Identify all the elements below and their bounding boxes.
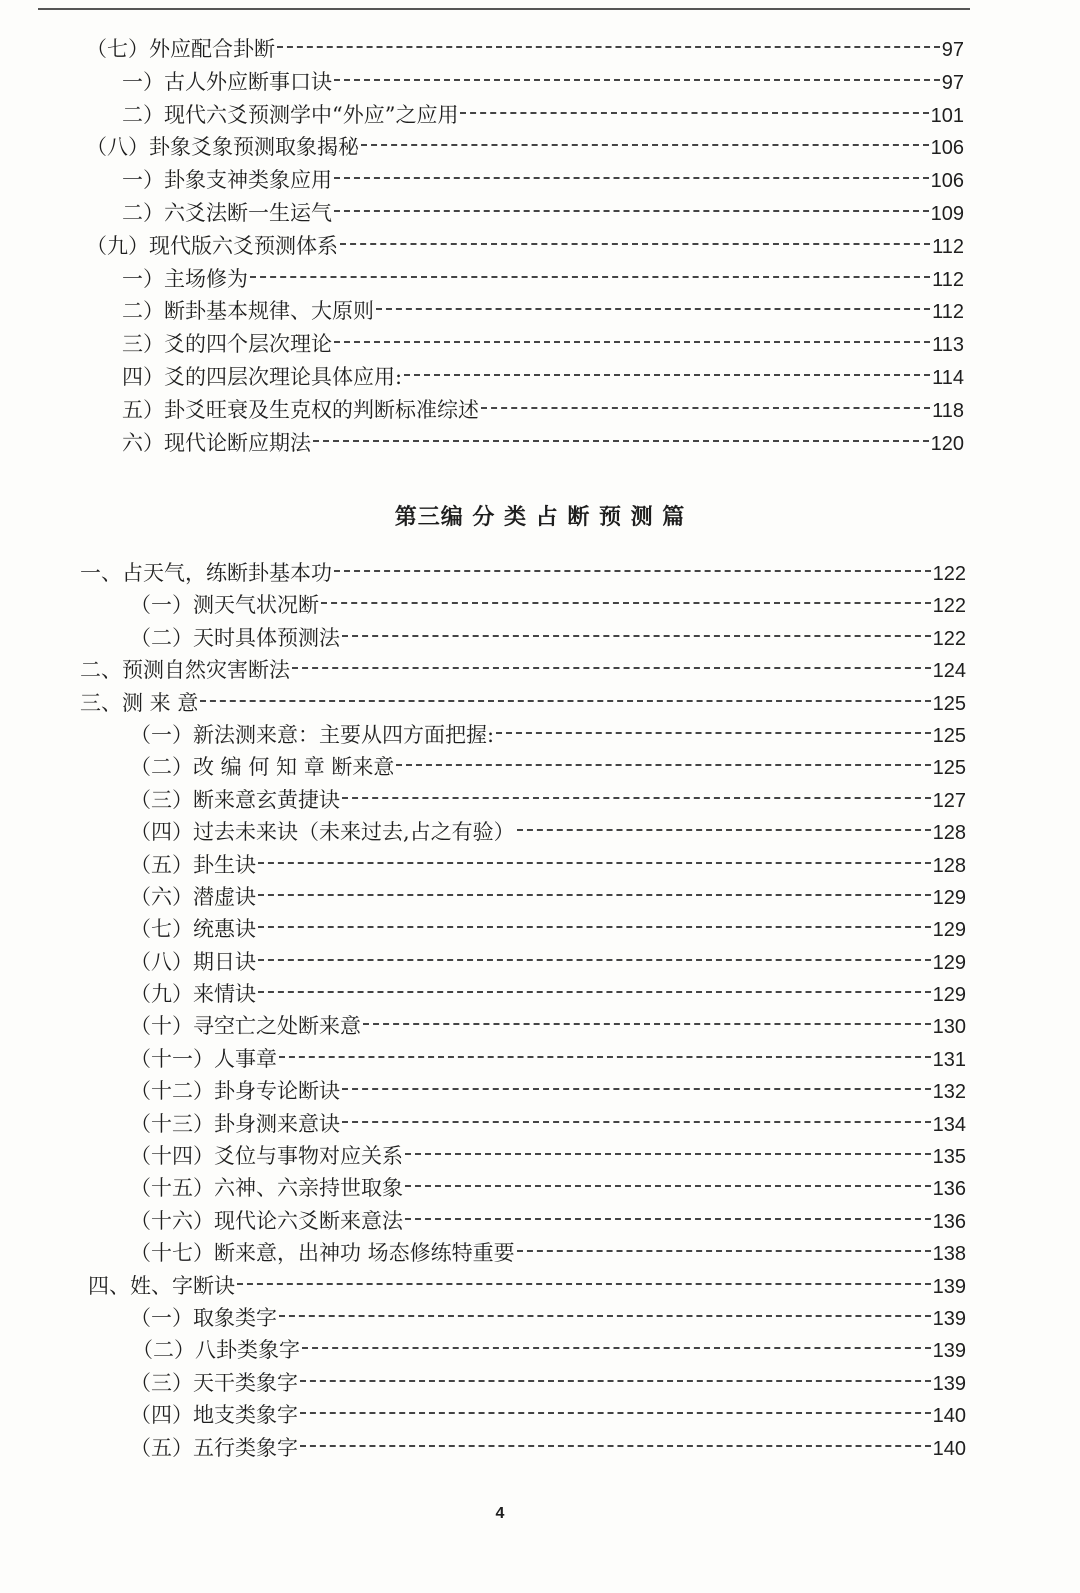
toc-entry-page: 127 — [932, 789, 966, 812]
dot-leader — [237, 1283, 931, 1285]
toc-entry[interactable] — [0, 1043, 966, 1075]
dot-leader — [342, 1088, 931, 1090]
toc-entry-page: 125 — [932, 757, 966, 780]
toc-entry-title: 三）爻的四个层次理论 — [122, 332, 332, 357]
toc-entry[interactable] — [0, 230, 964, 263]
toc-entry-page: 128 — [932, 854, 966, 877]
toc-entry-title: 一、占天气，练断卦基本功 — [80, 561, 332, 585]
toc-entry-page: 129 — [932, 951, 966, 974]
toc-entry-title: （十三）卦身测来意诀 — [130, 1111, 340, 1136]
toc-entry-title: 二、预测自然灾害断法 — [80, 658, 290, 683]
dot-leader — [279, 1056, 931, 1058]
dot-leader — [313, 440, 929, 442]
dot-leader — [342, 797, 931, 799]
toc-entry-page: 140 — [932, 1437, 966, 1460]
toc-entry-title: （十六）现代论六爻断来意法 — [130, 1208, 403, 1233]
toc-entry[interactable] — [0, 589, 966, 621]
toc-entry[interactable] — [0, 622, 966, 654]
dot-leader — [460, 112, 928, 114]
toc-entry-title: 四）爻的四层次理论具体应用: — [122, 364, 403, 389]
toc-entry[interactable] — [0, 913, 966, 945]
toc-entry[interactable] — [0, 1172, 966, 1204]
toc-entry[interactable] — [0, 99, 964, 132]
toc-entry-page: 109 — [930, 202, 964, 225]
dot-leader — [342, 1121, 931, 1123]
toc-entry-page: 124 — [932, 660, 966, 683]
toc-entry[interactable] — [0, 197, 964, 230]
toc-entry-page: 130 — [932, 1016, 966, 1039]
dot-leader — [279, 1315, 931, 1317]
dot-leader — [258, 926, 931, 928]
toc-entry-title: （二）天时具体预测法 — [130, 625, 340, 650]
dot-leader — [405, 1218, 931, 1220]
toc-entry[interactable] — [0, 849, 966, 881]
toc-entry-title: （二）改 编 何 知 章 断来意 — [130, 755, 395, 780]
toc-entry-page: 122 — [932, 627, 966, 650]
toc-entry-page: 106 — [930, 170, 964, 193]
toc-entry-page: 134 — [932, 1113, 966, 1136]
toc-entry[interactable] — [0, 1140, 966, 1172]
dot-leader — [292, 667, 931, 669]
dot-leader — [517, 1250, 931, 1252]
toc-entry-page: 125 — [932, 692, 966, 715]
toc-entry[interactable] — [0, 946, 966, 978]
toc-entry-page: 129 — [932, 886, 966, 909]
toc-entry[interactable] — [0, 1108, 966, 1140]
dot-leader — [405, 1153, 931, 1155]
toc-entry-title: （八）期日诀 — [130, 949, 256, 974]
dot-leader — [404, 374, 930, 376]
toc-entry[interactable] — [0, 1334, 966, 1366]
dot-leader — [376, 308, 930, 310]
toc-entry-title: （七）外应配合卦断 — [86, 37, 275, 61]
toc-entry-title: （八）卦象爻象预测取象揭秘 — [86, 135, 359, 160]
toc-entry[interactable] — [0, 394, 964, 427]
dot-leader — [300, 1380, 931, 1382]
dot-leader — [300, 1445, 931, 1447]
dot-leader — [342, 635, 931, 637]
toc-entry-page: 97 — [941, 39, 964, 61]
toc-entry-page: 101 — [930, 104, 964, 127]
dot-leader — [334, 341, 930, 343]
toc-entry-page: 139 — [932, 1340, 966, 1363]
dot-leader — [258, 894, 931, 896]
toc-entry-title: （四）地支类象字 — [130, 1403, 298, 1428]
toc-entry-page: 132 — [932, 1081, 966, 1104]
toc-entry-title: （三）断来意玄黄捷诀 — [130, 787, 340, 812]
toc-entry-page: 131 — [932, 1048, 966, 1071]
toc-entry-title: （七）统惠诀 — [130, 917, 256, 942]
toc-entry-title: （三）天干类象字 — [130, 1370, 298, 1395]
toc-entry-page: 120 — [930, 432, 964, 455]
toc-entry[interactable] — [0, 881, 966, 913]
toc-entry-title: （十七）断来意，出神功 场态修练特重要 — [130, 1241, 515, 1266]
toc-entry[interactable] — [0, 1205, 966, 1237]
toc-entry-page: 139 — [932, 1275, 966, 1298]
dot-leader — [258, 991, 931, 993]
toc-entry[interactable] — [0, 361, 964, 394]
toc-entry-page: 140 — [932, 1405, 966, 1428]
toc-entry-title: 一）卦象支神类象应用 — [122, 168, 332, 193]
toc-list-bottom — [0, 557, 1080, 1464]
toc-entry-page: 129 — [932, 919, 966, 942]
toc-entry[interactable] — [0, 328, 964, 361]
toc-entry-page: 138 — [932, 1243, 966, 1266]
dot-leader — [496, 732, 931, 734]
toc-entry-title: 二）现代六爻预测学中“外应”之应用 — [122, 102, 459, 127]
toc-entry[interactable] — [0, 719, 966, 751]
toc-entry-page: 136 — [932, 1178, 966, 1201]
toc-entry-title: （九）来情诀 — [130, 982, 256, 1007]
toc-entry-title: （十四）爻位与事物对应关系 — [130, 1144, 403, 1169]
toc-entry-page: 135 — [932, 1146, 966, 1169]
toc-entry-title: （二）八卦类象字 — [132, 1338, 300, 1363]
toc-entry-page: 112 — [932, 268, 964, 291]
toc-entry[interactable] — [0, 654, 966, 686]
toc-entry-title: （五）卦生诀 — [130, 852, 256, 877]
dot-leader — [361, 144, 929, 146]
dot-leader — [396, 764, 930, 766]
dot-leader — [334, 79, 940, 81]
toc-entry-page: 112 — [932, 235, 964, 258]
dot-leader — [334, 177, 929, 179]
toc-entry[interactable] — [0, 816, 966, 848]
dot-leader — [517, 829, 931, 831]
toc-entry[interactable] — [0, 1010, 966, 1042]
toc-entry-page: 106 — [930, 137, 964, 160]
dot-leader — [300, 1412, 931, 1414]
toc-entry[interactable] — [0, 164, 964, 197]
dot-leader — [302, 1347, 931, 1349]
section-heading: 第三编 分 类 占 断 预 测 篇 — [394, 505, 686, 530]
dot-leader — [340, 243, 930, 245]
toc-entry-page: 118 — [932, 399, 964, 422]
toc-entry-title: 二）断卦基本规律、大原则 — [122, 299, 374, 324]
dot-leader — [258, 862, 931, 864]
toc-entry[interactable] — [0, 687, 966, 719]
toc-entry[interactable] — [0, 131, 964, 164]
top-rule — [38, 8, 970, 10]
toc-entry-page: 113 — [932, 334, 964, 357]
toc-entry-title: （十五）六神、六亲持世取象 — [130, 1176, 403, 1201]
dot-leader — [481, 407, 930, 409]
toc-entry-page: 114 — [932, 366, 964, 389]
toc-entry-page: 128 — [932, 822, 966, 845]
toc-entry[interactable] — [0, 978, 966, 1010]
dot-leader — [334, 570, 931, 572]
toc-entry-title: 一）古人外应断事口诀 — [122, 69, 332, 94]
toc-entry-title: （六）潜虚诀 — [130, 884, 256, 909]
dot-leader — [334, 210, 929, 212]
toc-entry-title: （一）取象类字 — [130, 1305, 277, 1330]
toc-entry[interactable] — [0, 1237, 966, 1269]
toc-entry-title: （一）新法测来意：主要从四方面把握: — [130, 722, 495, 747]
toc-entry-title: （九）现代版六爻预测体系 — [86, 233, 338, 258]
toc-entry[interactable] — [0, 66, 964, 99]
toc-entry-title: （十二）卦身专论断诀 — [130, 1079, 340, 1104]
toc-entry-title: （十）寻空亡之处断来意 — [130, 1014, 361, 1039]
toc-entry-title: （一）测天气状况断 — [130, 593, 319, 618]
toc-entry-page: 122 — [932, 563, 966, 585]
dot-leader — [321, 602, 931, 604]
toc-entry-page: 129 — [932, 984, 966, 1007]
dot-leader — [258, 959, 931, 961]
toc-entry[interactable] — [0, 751, 966, 783]
toc-entry[interactable] — [0, 263, 964, 296]
dot-leader — [363, 1023, 931, 1025]
toc-entry-title: 二）六爻法断一生运气 — [122, 200, 332, 225]
toc-entry-page: 139 — [932, 1307, 966, 1330]
dot-leader — [250, 276, 930, 278]
toc-entry-page: 139 — [932, 1372, 966, 1395]
toc-entry[interactable] — [0, 1432, 966, 1464]
toc-entry-page: 136 — [932, 1210, 966, 1233]
toc-entry[interactable] — [0, 1270, 966, 1302]
toc-entry-title: 三、测 来 意 — [80, 690, 199, 715]
toc-entry[interactable] — [0, 427, 964, 460]
toc-entry-title: （十一）人事章 — [130, 1046, 277, 1071]
toc-entry[interactable] — [0, 1075, 966, 1107]
toc-entry-title: 五）卦爻旺衰及生克权的判断标准综述 — [122, 397, 479, 422]
dot-leader — [277, 46, 940, 48]
toc-entry[interactable] — [0, 557, 966, 589]
toc-entry-page: 112 — [932, 301, 964, 324]
toc-entry-title: 六）现代论断应期法 — [122, 430, 311, 455]
toc-entry-title: （四）过去未来诀（未来过去,占之有验） — [130, 820, 515, 845]
page-number: 4 — [495, 1505, 505, 1522]
toc-entry[interactable] — [0, 295, 964, 328]
toc-entry-page: 122 — [932, 595, 966, 618]
toc-entry[interactable] — [0, 1302, 966, 1334]
toc-entry[interactable] — [0, 784, 966, 816]
toc-entry-title: 四、姓、字断诀 — [88, 1273, 235, 1298]
toc-entry-title: 一）主场修为 — [122, 266, 248, 291]
toc-list-top — [0, 33, 1080, 459]
toc-entry[interactable] — [0, 1399, 966, 1431]
toc-entry-title: （五）五行类象字 — [130, 1435, 298, 1460]
toc-entry-page: 125 — [932, 724, 966, 747]
toc-entry-page: 97 — [941, 71, 964, 94]
dot-leader — [200, 700, 930, 702]
toc-entry[interactable] — [0, 33, 964, 66]
toc-entry[interactable] — [0, 1367, 966, 1399]
dot-leader — [405, 1185, 931, 1187]
